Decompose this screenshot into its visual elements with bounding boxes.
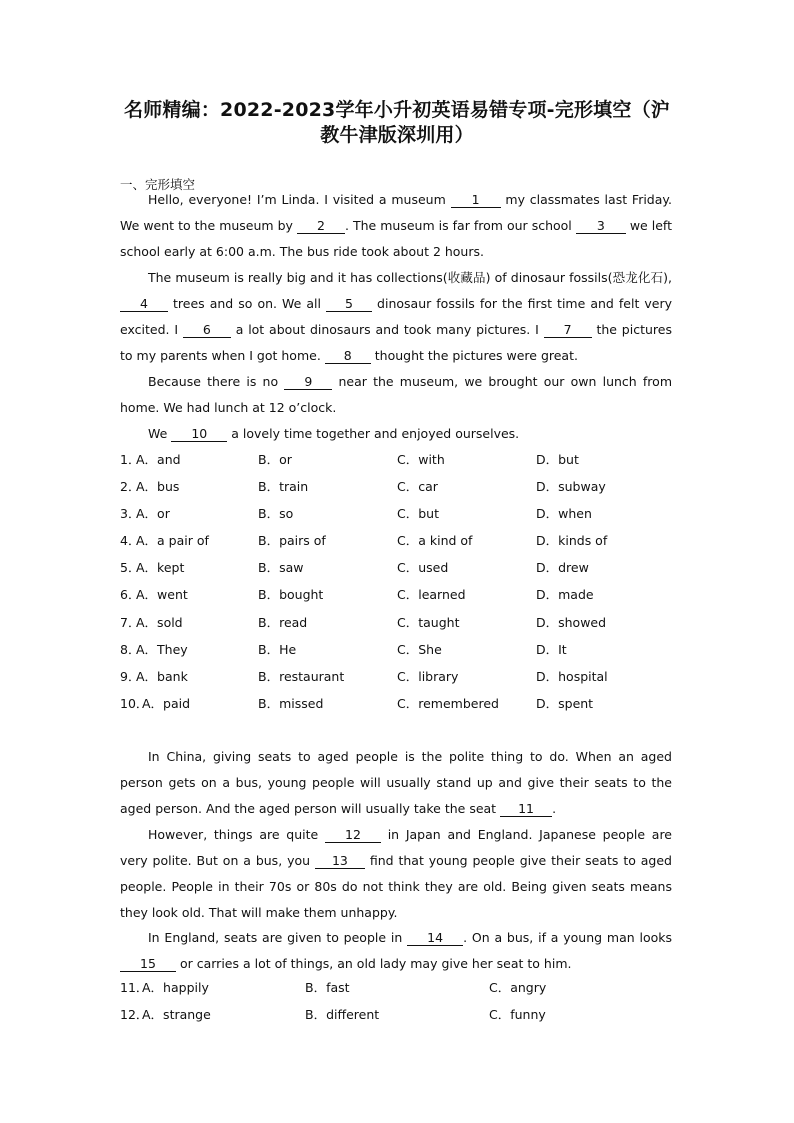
blank-9: 9 bbox=[284, 374, 332, 390]
page-title bbox=[100, 98, 694, 148]
question-row bbox=[120, 694, 680, 721]
option-b: B．He bbox=[258, 641, 297, 657]
passage2-paragraph-1 bbox=[120, 744, 672, 822]
option-a: A．strange bbox=[142, 1007, 211, 1023]
text-run: my classmates last Friday. We went to the museum by bbox=[120, 192, 672, 233]
option-b: B．train bbox=[258, 479, 309, 495]
option-d: D．kinds of bbox=[536, 533, 608, 549]
question-row bbox=[120, 504, 680, 531]
text-run: . bbox=[552, 801, 557, 816]
text-run: In China, giving seats to aged people is the polite thing to do. When an aged person gets on a bus, young people will usually stand up and give their seats to the aged person. And the aged person will usually take the seat bbox=[120, 749, 672, 816]
option-c: C．with bbox=[397, 452, 445, 467]
question-list-1 bbox=[120, 450, 680, 721]
blank-11: 11 bbox=[500, 801, 552, 817]
option-b: B．fast bbox=[305, 980, 350, 995]
question-row bbox=[120, 558, 680, 585]
option-a: A．paid bbox=[142, 695, 191, 711]
option-d: D．spent bbox=[536, 695, 594, 711]
blank-14: 14 bbox=[407, 930, 463, 946]
question-row bbox=[120, 613, 680, 640]
text-run: . On a bus, if a young man looks bbox=[463, 930, 672, 945]
text-run: In England, seats are given to people in bbox=[148, 930, 408, 945]
option-d: D．It bbox=[536, 641, 567, 657]
question-row bbox=[120, 667, 680, 694]
question-number: 6． bbox=[120, 587, 141, 603]
blank-10: 10 bbox=[171, 426, 227, 442]
question-number: 5． bbox=[120, 560, 141, 576]
question-number: 11． bbox=[120, 980, 149, 995]
option-a: A．They bbox=[136, 641, 188, 657]
option-c: C．library bbox=[397, 668, 459, 684]
option-d: D．made bbox=[536, 587, 594, 603]
text-run: Hello, everyone! I’m Linda. I visited a museum bbox=[148, 192, 451, 207]
option-c: C．remembered bbox=[397, 695, 499, 711]
option-c: C．but bbox=[397, 506, 439, 522]
question-number: 2． bbox=[120, 479, 141, 495]
blank-4: 4 bbox=[120, 296, 168, 312]
passage2-paragraph-2 bbox=[120, 822, 672, 926]
option-b: B．missed bbox=[258, 695, 324, 711]
text-run: near the museum, we brought our own lunch from home. We had lunch at 12 o’clock. bbox=[120, 374, 672, 415]
question-number: 4． bbox=[120, 533, 141, 549]
option-a: A．sold bbox=[136, 614, 183, 630]
question-row bbox=[120, 1005, 680, 1032]
question-number: 1． bbox=[120, 452, 141, 467]
option-c: C．angry bbox=[489, 980, 547, 995]
passage1-paragraph-4 bbox=[120, 421, 672, 447]
passage1-paragraph-2 bbox=[120, 265, 672, 369]
option-c: C．used bbox=[397, 560, 449, 576]
question-number: 8． bbox=[120, 641, 141, 657]
blank-6: 6 bbox=[183, 322, 231, 338]
option-a: A．and bbox=[136, 452, 181, 467]
question-list-2 bbox=[120, 978, 680, 1032]
title-line-1: 名师精编：2022-2023学年小升初英语易错专项-完形填空（沪 bbox=[124, 99, 670, 121]
text-run: a lovely time together and enjoyed ourselves. bbox=[227, 426, 520, 441]
option-b: B．saw bbox=[258, 560, 304, 576]
blank-15: 15 bbox=[120, 956, 176, 972]
option-a: A．happily bbox=[142, 980, 209, 995]
option-a: A．kept bbox=[136, 560, 185, 576]
passage1-paragraph-3 bbox=[120, 369, 672, 421]
question-row bbox=[120, 978, 680, 1005]
text-run: The museum is really big and it has collections(收藏品) of dinosaur fossils(恐龙化石), bbox=[148, 270, 672, 285]
option-c: C．car bbox=[397, 479, 438, 495]
option-d: D．but bbox=[536, 452, 579, 467]
text-run: thought the pictures were great. bbox=[370, 348, 578, 363]
text-run: dinosaur fossils for the first time and felt very excited. I bbox=[120, 296, 672, 337]
option-a: A．bus bbox=[136, 479, 180, 495]
option-a: A．bank bbox=[136, 668, 188, 684]
question-row bbox=[120, 450, 680, 477]
option-d: D．subway bbox=[536, 479, 606, 495]
option-b: B．read bbox=[258, 614, 308, 630]
option-b: B．pairs of bbox=[258, 533, 326, 549]
question-row bbox=[120, 585, 680, 612]
option-b: B．different bbox=[305, 1007, 380, 1023]
text-run: Because there is no bbox=[148, 374, 285, 389]
text-run: We bbox=[148, 426, 172, 441]
blank-8: 8 bbox=[325, 348, 371, 364]
option-c: C．She bbox=[397, 641, 442, 657]
text-run: or carries a lot of things, an old lady may give her seat to him. bbox=[176, 956, 572, 971]
option-c: C．a kind of bbox=[397, 533, 473, 549]
question-row bbox=[120, 531, 680, 558]
option-d: D．hospital bbox=[536, 668, 608, 684]
text-run: a lot about dinosaurs and took many pictures. I bbox=[230, 322, 544, 337]
section-heading: 一、完形填空 bbox=[120, 177, 196, 192]
option-b: B．so bbox=[258, 506, 294, 522]
option-d: D．showed bbox=[536, 614, 607, 630]
text-run: trees and so on. We all bbox=[168, 296, 327, 311]
passage1-paragraph-1 bbox=[120, 187, 672, 265]
text-run: . The museum is far from our school bbox=[344, 218, 576, 233]
text-run: the pictures to my parents when I got home. bbox=[120, 322, 672, 363]
option-a: A．or bbox=[136, 506, 170, 522]
blank-13: 13 bbox=[315, 853, 365, 869]
option-b: B．or bbox=[258, 452, 292, 467]
blank-7: 7 bbox=[544, 322, 592, 338]
question-row bbox=[120, 477, 680, 504]
blank-2: 2 bbox=[297, 218, 345, 234]
question-number: 7． bbox=[120, 614, 141, 630]
question-number: 10． bbox=[120, 695, 149, 711]
text-run: find that young people give their seats to aged people. People in their 70s or 80s do not think they are old. Being given seats means they look old. That will make them unhappy. bbox=[120, 853, 672, 920]
blank-1: 1 bbox=[451, 192, 501, 208]
blank-5: 5 bbox=[326, 296, 372, 312]
option-a: A．went bbox=[136, 587, 188, 603]
text-run: we left school early at 6:00 a.m. The bus ride took about 2 hours. bbox=[120, 218, 672, 259]
option-b: B．bought bbox=[258, 587, 324, 603]
text-run: in Japan and England. Japanese people are very polite. But on a bus, you bbox=[120, 827, 673, 868]
option-d: D．when bbox=[536, 506, 592, 522]
question-number: 3． bbox=[120, 506, 141, 522]
passage2-paragraph-3 bbox=[120, 925, 672, 977]
text-run: However, things are quite bbox=[148, 827, 325, 842]
title-line-2: 教牛津版深圳用） bbox=[320, 124, 474, 146]
option-a: A．a pair of bbox=[136, 533, 209, 549]
blank-12: 12 bbox=[325, 827, 381, 843]
option-b: B．restaurant bbox=[258, 668, 345, 684]
option-c: C．taught bbox=[397, 614, 460, 630]
option-c: C．learned bbox=[397, 587, 466, 603]
question-row bbox=[120, 640, 680, 667]
question-number: 12． bbox=[120, 1007, 149, 1023]
blank-3: 3 bbox=[576, 218, 626, 234]
option-c: C．funny bbox=[489, 1007, 546, 1023]
question-number: 9． bbox=[120, 668, 141, 684]
option-d: D．drew bbox=[536, 560, 589, 576]
